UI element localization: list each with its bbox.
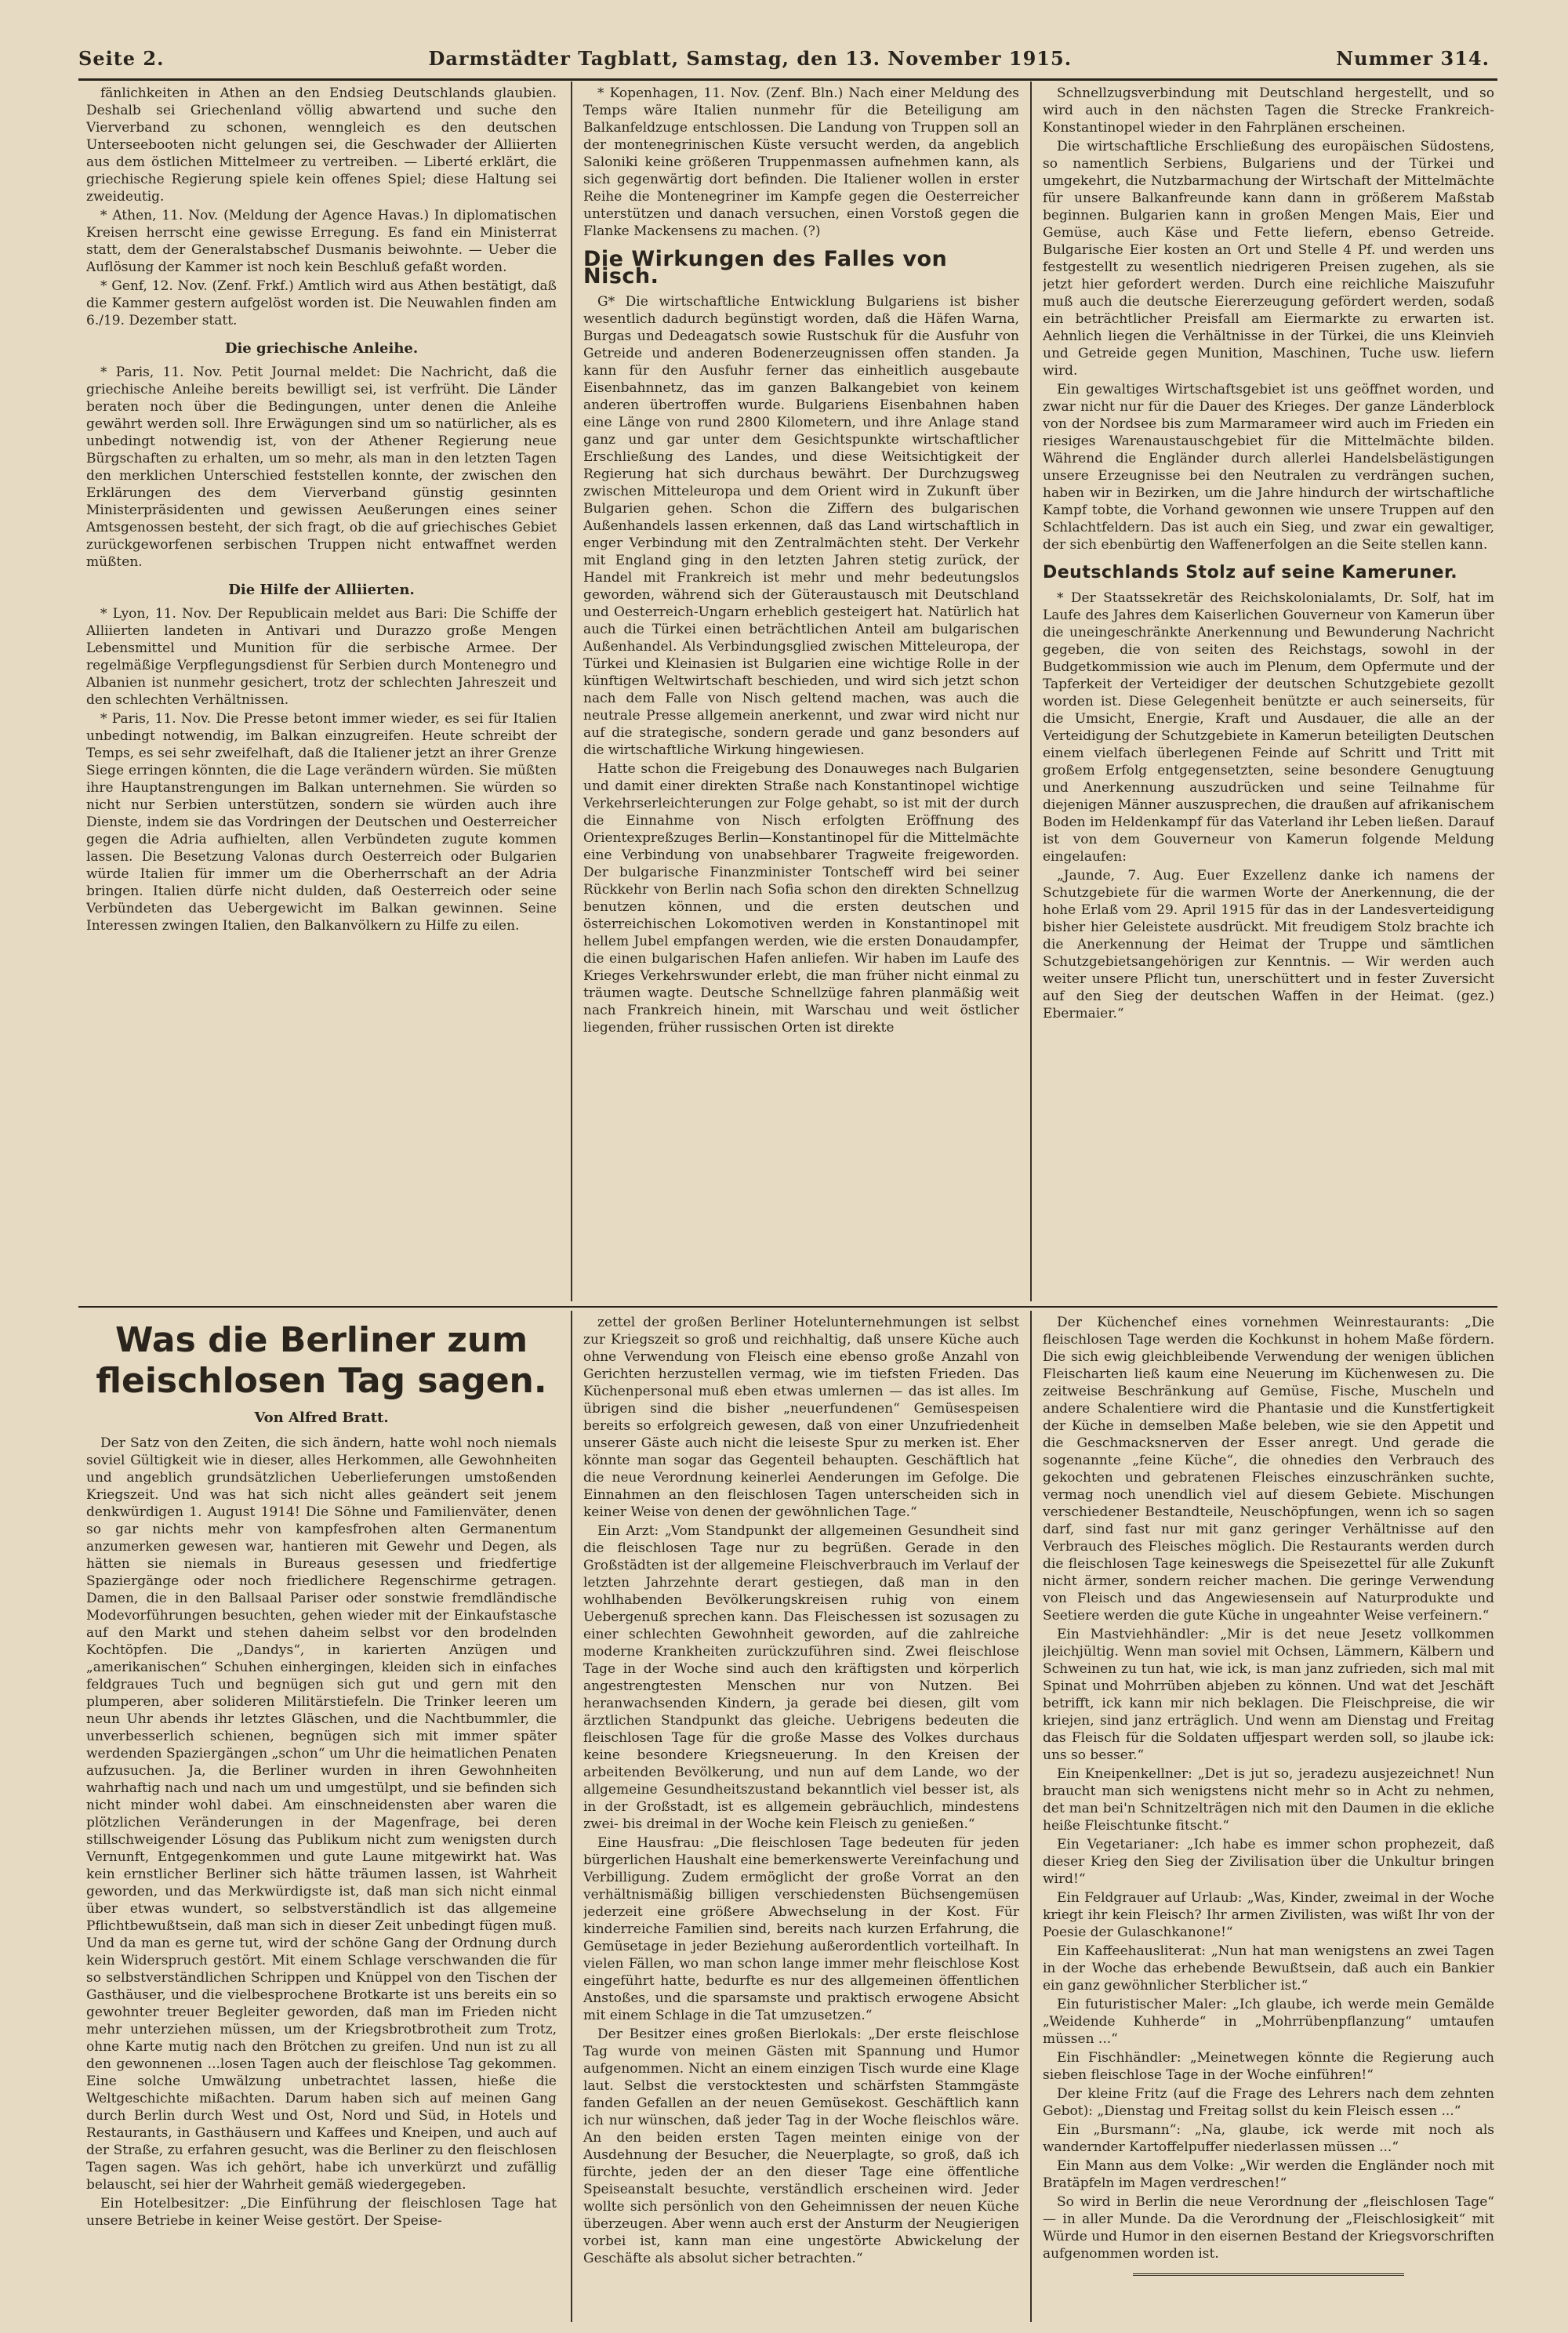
article-end-rule xyxy=(1133,2273,1404,2277)
paragraph: Hatte schon die Freigebung des Donauweges nach Bulgarien und damit einer direkten Straße nach Konstantinopel wichtige Verkehrserleichterungen zur Folge gehabt, so ist mit der durch die Einnahme von Nisch erfolgten Eröffnung des Orientexpreßzuges Berlin—Konstantinopel für die Mittelmächte eine Verbindung von unabsehbarer Tragweite freigeworden. Der bulgarische Finanzminister Tontscheff wird bei seiner Rückkehr von Berlin nach Sofia schon den direkten Schnellzug benutzen können, und die ersten deutschen und österreichischen Lokomotiven werden in Konstantinopel mit hellem Jubel empfangen werden, wie die ersten Donaudampfer, die einen bulgarischen Hafen anliefen. Wir haben im Laufe des Krieges Verkehrswunder erlebt, die man früher nicht einmal zu träumen wagte. Deutsche Schnellzüge fahren planmäßig weit nach Frankreich hinein, mit Warschau und weit östlicher liegenden, früher russischen Orten ist direkte xyxy=(583,761,1019,1036)
paragraph: Ein Arzt: „Vom Standpunkt der allgemeinen Gesundheit sind die fleischlosen Tage nur zu begrüßen. Gerade in den Großstädten ist der allgemeine Fleischverbrauch im Verlauf der letzten Jahrzehnte derart gestiegen, daß man in den wohlhabenden Bevölkerungskreisen ruhig von einem Uebergenuß sprechen kann. Das Fleischessen ist sozusagen zu einer schlechten Gewohnheit geworden, auf die zahlreiche moderne Krankheiten zurückzuführen sind. Zwei fleischlose Tage in der Woche sind auch den kräftigsten und körperlich angestrengtesten Menschen nur von Nutzen. Bei heranwachsenden Kindern, ja gerade bei diesen, gilt vom ärztlichen Standpunkt das gleiche. Uebrigens bedeuten die fleischlosen Tage für die große Masse des Volkes durchaus keine besondere Kriegsneuerung. In den Kreisen der arbeitenden Bevölkerung, und nun auf dem Lande, wo der allgemeine Gesundheitszustand bekanntlich viel besser ist, als in der Großstadt, ist es allgemein gebräuchlich, mindestens zwei- bis dreimal in der Woche kein Fleisch zu genießen.“ xyxy=(583,1523,1019,1832)
paragraph: Ein Mastviehhändler: „Mir is det neue Jesetz vollkommen jleichjültig. Wenn man soviel mit Ochsen, Lämmern, Kälbern und Schweinen zu tun hat, wie ick, is man janz zufrieden, sich mal mit Spinat und Mohrrüben abjeben zu können. Und wat det Jeschäft betrifft, ick kann mir nich beklagen. Die Fleischpreise, die wir kriejen, sind janz erträglich. Und wenn am Dienstag und Freitag das Fleisch für die Soldaten uffjespart werden soll, so jlaube ick: uns so besser.“ xyxy=(1043,1627,1494,1763)
column-divider xyxy=(571,1311,572,2322)
paragraph: * Paris, 11. Nov. Petit Journal meldet: Die Nachricht, daß die griechische Anleihe bereits bewilligt sei, ist verfrüht. Die Länder beraten noch über die Bedingungen, unter denen die Anleihe gewährt werden soll. Ihre Erwägungen sind um so natürlicher, als es unbedingt notwendig ist, von der Athener Regierung neue Bürgschaften zu erhalten, um so mehr, als man in den letzten Tagen den merklichen Unterschied feststellen konnte, der zwischen den Erklärungen des dem Vierverband günstig gesinnten Ministerpräsidenten und gewissen Aeußerungen eines seiner Amtsgenossen besteht, der sich fragt, ob die auf griechisches Gebiet zurückgeworfenen serbischen Truppen nicht entwaffnet werden müßten. xyxy=(86,365,557,570)
paragraph: * Genf, 12. Nov. (Zenf. Frkf.) Amtlich wird aus Athen bestätigt, daß die Kammer gestern aufgelöst worden ist. Die Neuwahlen finden am 6./19. Dezember statt. xyxy=(86,278,557,328)
section-heading: Die griechische Anleihe. xyxy=(224,340,419,357)
paragraph: * Athen, 11. Nov. (Meldung der Agence Havas.) In diplomatischen Kreisen herrscht eine gewisse Erregung. Es fand ein Ministerrat statt, dem der Generalstabschef Dusmanis beiwohnte. — Ueber die Auflösung der Kammer ist noch kein Beschluß gefaßt worden. xyxy=(86,208,557,275)
upper-column-3 xyxy=(1043,85,1494,1300)
paragraph: „Jaunde, 7. Aug. Euer Exzellenz danke ich namens der Schutzgebiete für die warmen Worte der Anerkennung, die der hohe Erlaß vom 29. April 1915 für das in der Landesverteidigung bisher hier Geleistete ausdrückt. Mit freudigem Stolz brachte ich die Anerkennung der Heimat der Truppe und sämtlichen Schutzgebietsangehörigen zur Kenntnis. — Wir werden auch weiter unsere Pflicht tun, unerschüttert und in fester Zuversicht auf den Sieg der deutschen Waffen in der Heimat. (gez.) Ebermaier.“ xyxy=(1043,868,1494,1021)
paragraph: * Lyon, 11. Nov. Der Republicain meldet aus Bari: Die Schiffe der Alliierten landeten in Antivari und Durazzo große Mengen Lebensmittel und Munition für die serbische Armee. Der regelmäßige Verpflegungsdienst für Serbien durch Montenegro und Albanien ist nunmehr gesichert, trotz der schlechten Jahreszeit und den schlechten Verhältnissen. xyxy=(86,606,557,708)
paragraph: Ein Kneipenkellner: „Det is jut so, jeradezu ausjezeichnet! Nun braucht man sich wenigstens nicht mehr so in Acht zu nehmen, det man bei'n Schnitzelträgen nich mit den Daumen in die ekliche heiße Fleischtunke fitscht.“ xyxy=(1043,1766,1494,1834)
paragraph: * Der Staatssekretär des Reichskolonialamts, Dr. Solf, hat im Laufe des Jahres dem Kaiserlichen Gouverneur von Kamerun über die uneingeschränkte Anerkennung und Bewunderung Nachricht gegeben, die von seiten des Reichstags, sowohl in der Budgetkommission wie auch im Plenum, dem Opfermute und der Tapferkeit der Verteidiger der deutschen Schutzgebiete gezollt worden ist. Diese Gelegenheit benützte er auch seinerseits, für die Umsicht, Energie, Kraft und Ausdauer, die alle an der Verteidigung der Schutzgebiete in Kamerun beteiligten Deutschen einem vielfach überlegenen Feinde auf Schritt und Tritt mit großem Erfolg entgegensetzten, seine besondere Genugtuung und Anerkennung auszudrücken und seine Teilnahme für diejenigen Männer auszusprechen, die draußen auf afrikanischem Boden im Heldenkampf für das Vaterland ihr Leben ließen. Darauf ist von dem Gouverneur von Kamerun folgende Meldung eingelaufen: xyxy=(1043,590,1494,865)
masthead: Darmstädter Tagblatt, Samstag, den 13. November 1915. xyxy=(428,46,1073,70)
article-heading: Deutschlands Stolz auf seine Kameruner. xyxy=(1043,563,1458,582)
lower-column-1 xyxy=(86,1314,557,2322)
paragraph: So wird in Berlin die neue Verordnung der „fleischlosen Tage“ — in aller Munde. Da die Verordnung der „Fleischlosigkeit“ mit Würde und Humor in den eisernen Bestand der Kriegsvorschriften aufgenommen worden ist. xyxy=(1043,2194,1494,2262)
column-divider xyxy=(1030,1311,1032,2322)
column-divider xyxy=(1030,82,1032,1301)
paragraph: zettel der großen Berliner Hotelunternehmungen ist selbst zur Kriegszeit so groß und reichhaltig, daß unsere Küche auch ohne Verwendung von Fleisch eine ebenso große Anzahl von Gerichten herzustellen vermag, wie im tiefsten Frieden. Das Küchenpersonal muß eben etwas umlernen — das ist alles. Im übrigen sind die bisher „neuerfundenen“ Gemüsespeisen bereits so erfolgreich gewesen, daß von einer Unzufriedenheit unserer Gäste auch nicht die leiseste Spur zu merken ist. Eher könnte man sogar das Gegenteil behaupten. Geschäftlich hat die neue Verordnung keinerlei Aenderungen im Gefolge. Die Einnahmen an den fleischlosen Tagen unterscheiden sich in keiner Weise von denen der gewöhnlichen Tage.“ xyxy=(583,1315,1019,1520)
paragraph: Ein Hotelbesitzer: „Die Einführung der fleischlosen Tage hat unsere Betriebe in keiner Weise gestört. Der Speise- xyxy=(86,2196,557,2229)
paragraph: fänlichkeiten in Athen an den Endsieg Deutschlands glaubien. Deshalb sei Griechenland völlig abwartend und suche den Vierverband zu schonen, wenngleich es den deutschen Unterseebooten nicht gelungen sei, die Geschwader der Alliierten aus dem östlichen Mittelmeer zu vertreiben. — Liberté erklärt, die griechische Regierung spiele kein offenes Spiel; diese Haltung sei zweideutig. xyxy=(86,85,557,205)
feature-title: Was die Berliner zum fleischlosen Tag sagen. xyxy=(96,1320,547,1401)
paragraph: Ein „Bursmann“: „Na, glaube, ick werde mit noch als wandernder Kartoffelpuffer niederlassen müssen ...“ xyxy=(1043,2122,1494,2155)
byline: Von Alfred Bratt. xyxy=(254,1410,389,1426)
section-rule xyxy=(78,1306,1497,1308)
paragraph: Schnellzugsverbindung mit Deutschland hergestellt, und so wird auch in den nächsten Tagen die Strecke Frankreich-Konstantinopel wieder in den Fahrplänen erscheinen. xyxy=(1043,85,1494,136)
section-heading: Die Hilfe der Alliierten. xyxy=(228,582,415,598)
paragraph: Ein Feldgrauer auf Urlaub: „Was, Kinder, zweimal in der Woche kriegt ihr kein Fleisch? Ihr armen Zivilisten, was wißt Ihr von der Poesie der Gulaschkanone!“ xyxy=(1043,1890,1494,1940)
paragraph: Der Besitzer eines großen Bierlokals: „Der erste fleischlose Tag wurde von meinen Gästen mit Spannung und Humor aufgenommen. Nicht an einem einzigen Tisch wurde eine Klage laut. Selbst die verstocktesten und schärfsten Stammgäste fanden Gefallen an der neuen Gemüsekost. Geschäftlich kann ich nur wünschen, daß jeder Tag in der Woche fleischlos wäre. An den beiden ersten Tagen meinten einige von der Ausdehnung der Besucher, die Neuerplagte, so groß, daß ich fürchte, jeden der an den dieser Tage eine öffentliche Speiseanstalt besuchte, verständlich erscheinen wird. Jeder wollte sich persönlich von den Geheimnissen der neuen Küche überzeugen. Aber wenn auch erst der Ansturm der Neugierigen vorbei ist, kann man eine ungestörte Abwickelung der Geschäfte als absolut sicher betrachten.“ xyxy=(583,2026,1019,2266)
paragraph: * Paris, 11. Nov. Die Presse betont immer wieder, es sei für Italien unbedingt notwendig, im Balkan einzugreifen. Heute schreibt der Temps, es sei sehr zweifelhaft, daß die Italiener jetzt an ihrer Grenze Siege erringen könnten, die die Lage verändern würden. Sie müßten ihre Hauptanstrengungen im Balkan unternehmen. Sie würden so nicht nur Serbien unterstützen, sondern sie würden auch ihre Dienste, indem sie das Vordringen der Deutschen und Oesterreicher gegen die Adria aufhielten, allen Verbündeten zugute kommen lassen. Die Besetzung Valonas durch Oesterreich oder Bulgarien würde Italien für immer um die Oberherrschaft an der Adria bringen. Italien dürfe nicht dulden, daß Oesterreich oder seine Verbündeten das Uebergewicht im Balkan gewinnen. Seine Interessen zwingen Italien, den Balkanvölkern zu Hilfe zu eilen. xyxy=(86,711,557,934)
page-number: Seite 2. xyxy=(78,46,165,70)
paragraph: Die wirtschaftliche Erschließung des europäischen Südostens, so namentlich Serbiens, Bulgariens und der Türkei und umgekehrt, die Nutzbarmachung der Wirtschaft der Mittelmächte für unsere Balkanfreunde kann dann in größerem Maßstab beginnen. Bulgarien kann in großen Mengen Mais, Eier und Gemüse, auch Käse und Fette liefern, ebenso Getreide. Bulgarische Eier kosten an Ort und Stelle 4 Pf. und werden uns festgestellt zu wesentlich niedrigeren Preisen zugehen, als sie jetzt hier gefordert werden. Durch eine reichliche Maiszufuhr muß auch die deutsche Eiererzeugung gefördert werden, sodaß ein beträchtlicher Preisfall am Eiermarkte zu erwarten ist. Aehnlich liegen die Verhältnisse in der Türkei, die uns Kleinvieh und Getreide gegen Munition, Maschinen, Tuche usw. liefern wird. xyxy=(1043,139,1494,379)
paragraph: Ein Vegetarianer: „Ich habe es immer schon prophezeit, daß dieser Krieg den Sieg der Zivilisation über die Unkultur bringen wird!“ xyxy=(1043,1837,1494,1887)
issue-number: Nummer 314. xyxy=(1336,46,1490,70)
column-divider xyxy=(571,82,572,1301)
page-header xyxy=(78,41,1490,75)
upper-column-2 xyxy=(583,85,1019,1300)
article-heading: Die Wirkungen des Falles von Nisch. xyxy=(583,247,948,288)
paragraph: Ein Mann aus dem Volke: „Wir werden die Engländer noch mit Bratäpfeln im Magen verdreschen!“ xyxy=(1043,2158,1494,2191)
lower-column-3 xyxy=(1043,1314,1494,2322)
upper-column-1 xyxy=(86,85,557,1300)
paragraph: Ein Fischhändler: „Meinetwegen könnte die Regierung auch sieben fleischlose Tage in der Woche einführen!“ xyxy=(1043,2050,1494,2083)
paragraph: Ein gewaltiges Wirtschaftsgebiet ist uns geöffnet worden, und zwar nicht nur für die Dauer des Krieges. Der ganze Länderblock von der Nordsee bis zum Marmarameer wird auch im Frieden ein riesiges Warenaustauschgebiet für die Mittelmächte bilden. Während die Engländer durch allerlei Handelsbelästigungen unsere Erzeugnisse bei den Neutralen zu verdrängen suchen, haben wir in Bezirken, um die Jahre hindurch der wirtschaftliche Kampf tobte, die Vorhand gewonnen wie unsere Truppen auf den Schlachtfeldern. Das ist auch ein Sieg, und zwar ein gewaltiger, der sich ebenbürtig den Waffenerfolgen an die Seite stellen kann. xyxy=(1043,382,1494,553)
paragraph: Der Satz von den Zeiten, die sich ändern, hatte wohl noch niemals soviel Gültigkeit wie in dieser, alles Herkommen, alle Gewohnheiten und angeblich grundsätzlichen Ueberlieferungen umstoßenden Kriegszeit. Und was hat sich nicht alles geändert seit jenem denkwürdigen 1. August 1914! Die Söhne und Familienväter, denen so gar nichts mehr von kampfesfrohen alten Germanentum anzumerken gewesen war, hantieren mit Gewehr und Degen, als hätten sie niemals in Bureaus gesessen und friedfertige Spaziergänge oder noch friedlichere Regenschirme getragen. Damen, die in den Ballsaal Pariser oder sonstwie fremdländische Modevorführungen besuchten, gehen wieder mit der Einkaufstasche auf den Markt und stehen daheim selbst vor den brodelnden Kochtöpfen. Die „Dandys“, in karierten Anzügen und „amerikanischen“ Schuhen einhergingen, kleiden sich in einfaches feldgraues Tuch und begnügen sich gut und gern mit den plumperen, aber solideren Militärstiefeln. Die Trinker leeren um neun Uhr abends ihr letztes Gläschen, und die Nachtbummler, die unverbesserlich schienen, begnügen sich mit immer später werdenden Spaziergängen „schon“ um Uhr die heimatlichen Penaten aufzusuchen. Ja, die Berliner wurden in ihren Gewohnheiten wahrhaftig nach und nach um und umgestülpt, und sie befinden sich nicht minder wohl dabei. Am einschneidensten aber waren die plötzlichen Veränderungen in der Magenfrage, bei deren stillschweigender Lösung das Publikum nicht zum wenigsten durch Vernunft, Entgegenkommen und gute Laune mitgewirkt hat. Was kein ernstlicher Berliner sich hätte träumen lassen, ist Wahrheit geworden, und das Merkwürdigste ist, daß man sich nicht einmal über etwas wundert, so selbstverständlich ist das allgemeine Pflichtbewußtsein, daß man sich in dieser Zeit unbedingt fügen muß. Und da man es gerne tut, wird der schöne Gang der Ordnung durch kein Widerspruch gestört. Mit einem Schlage verschwanden die für so selbstverständlichen Schrippen und Knüppel von den Tischen der Gasthäuser, und die vielbesprochene Brotkarte ist uns bereits ein so gewohnter treuer Begleiter geworden, daß man im Frieden nicht mehr unterziehen müssen, um der Kriegsbrotbrotheit zum Trotz, ohne Karte mutig nach den Brötchen zu greifen. Und nun ist zu all den gewonnenen ...losen Tagen auch der fleischlose Tag gekommen. Eine solche Umwälzung unbetrachtet lassen, hieße die Weltgeschichte mißachten. Darum haben sich auf meinen Gang durch Berlin durch West und Ost, Nord und Süd, in Hotels und Restaurants, in Gasthäusern und Kaffees und Kneipen, und auch auf der Straße, zu erfahren gesucht, was die Berliner zu den fleischlosen Tagen sagen. Was ich gehört, habe ich unverkürzt und zufällig belauscht, sei hier der Wahrheit gemäß wiedergegeben. xyxy=(86,1435,557,2193)
paragraph: Ein futuristischer Maler: „Ich glaube, ich werde mein Gemälde „Weidende Kuhherde“ in „Mohrrübenpflanzung“ umtaufen müssen ...“ xyxy=(1043,1997,1494,2047)
paragraph: Eine Hausfrau: „Die fleischlosen Tage bedeuten für jeden bürgerlichen Haushalt eine bemerkenswerte Vereinfachung und Verbilligung. Zudem ermöglicht der große Vorrat an den verhältnismäßig billigen verschiedensten Büchsengemüsen jederzeit eine größere Abwechselung in der Kost. Für kinderreiche Familien sind, bereits nach kurzen Erfahrung, die Gemüsetage in jeder Beziehung außerordentlich vorteilhaft. In vielen Fällen, wo man schon lange immer mehr fleischlose Kost eingeführt hatte, bedurfte es nur des allgemeinen öffentlichen Anstoßes, und die sparsamste und praktisch erwogene Absicht mit einem Schlage in die Tat umzusetzen.“ xyxy=(583,1835,1019,2023)
paragraph: Der Küchenchef eines vornehmen Weinrestaurants: „Die fleischlosen Tage werden die Kochkunst in hohem Maße fördern. Die sich ewig gleichbleibende Verwendung der wenigen üblichen Fleischarten ließ kaum eine Neuerung im Küchenwesen zu. Die zeitweise Beschränkung auf Gemüse, Fische, Muscheln und andere Schalentiere wird die Phantasie und die Kunstfertigkeit der Küche in demselben Maße beleben, wie sie den Appetit und die Geschmacksnerven der Esser anregt. Und gerade die sogenannte „feine Küche“, die ohnedies den Verbrauch des gekochten und gebratenen Fleisches einzuschränken suchte, vermag noch unendlich viel auf diesem Gebiete. Mischungen verschiedener Bestandteile, Neuschöpfungen, wenn ich so sagen darf, sind fast nur mit ganz geringer Verhältnisse auf den Verbrauch des Fleisches möglich. Die Restaurants werden durch die fleischlosen Tage keineswegs die Speisezettel für alle Zukunft nicht ärmer, sondern reicher machen. Die geringe Verwendung von Fleisch und das Angewiesensein auf Naturprodukte und Seetiere werden die gute Küche in ungeahnter Weise verfeinern.“ xyxy=(1043,1315,1494,1624)
lower-column-2 xyxy=(583,1314,1019,2322)
paragraph: G* Die wirtschaftliche Entwicklung Bulgariens ist bisher wesentlich dadurch begünstigt worden, daß die Häfen Warna, Burgas und Dedeagatsch sowie Rustschuk für die Ausfuhr von Getreide und anderen Bodenerzeugnissen offen standen. Ja kann für den Ausfuhr ferner das einheitlich ausgebaute Eisenbahnnetz, das im ganzen Balkangebiet von keinem anderen übertroffen wurde. Bulgariens Eisenbahnen haben eine Länge von rund 2800 Kilometern, und ihre Anlage stand ganz und gar unter dem Gesichtspunkte wirtschaftlicher Erschließung des Landes, und diese Weitsichtigkeit der Regierung hat sich durchaus bewährt. Der Durchzugsweg zwischen Mitteleuropa und dem Orient wird in Zukunft über Bulgarien gehen. Schon die Ziffern des bulgarischen Außenhandels lassen erkennen, daß das Land wirtschaftlich in enger Verbindung mit den Zentralmächten steht. Der Verkehr mit England ging in den letzten Jahren stetig zurück, der Handel mit Frankreich ist mehr und mehr bedeutungslos geworden, während sich der Güteraustausch mit Deutschland und Oesterreich-Ungarn erheblich gesteigert hat. Natürlich hat auch die Türkei einen beträchtlichen Anteil am bulgarischen Außenhandel. Als Verbindungsglied zwischen Mitteleuropa, der Türkei und Kleinasien ist Bulgarien eine wichtige Rolle in der künftigen Weltwirtschaft beschieden, und wird sich jetzt schon nach dem Falle von Nisch geltend machen, was auch die neutrale Presse allgemein anerkennt, und zwar wird nicht nur auf die strategische, sondern gerade und ganz besonders auf die wirtschaftliche Wirkung hingewiesen. xyxy=(583,294,1019,758)
header-rule xyxy=(78,78,1497,81)
paragraph: * Kopenhagen, 11. Nov. (Zenf. Bln.) Nach einer Meldung des Temps wäre Italien nunmehr für die Beteiligung am Balkanfeldzuge entschlossen. Die Landung von Truppen soll an der montenegrinischen Küste versucht werden, da angeblich Saloniki keine größeren Truppenmassen aufnehmen kann, als sich gegenwärtig dort befinden. Die Italiener wollen in erster Reihe die Montenegriner im Kampfe gegen die Oesterreicher unterstützen und danach versuchen, einen Vorstoß gegen die Flanke Mackensens zu machen. (?) xyxy=(583,85,1019,239)
paragraph: Der kleine Fritz (auf die Frage des Lehrers nach dem zehnten Gebot): „Dienstag und Freitag sollst du kein Fleisch essen ...“ xyxy=(1043,2086,1494,2119)
paragraph: Ein Kaffeehausliterat: „Nun hat man wenigstens an zwei Tagen in der Woche das erhebende Bewußtsein, daß auch ein Bankier ein ganz gewöhnlicher Sterblicher ist.“ xyxy=(1043,1943,1494,1994)
